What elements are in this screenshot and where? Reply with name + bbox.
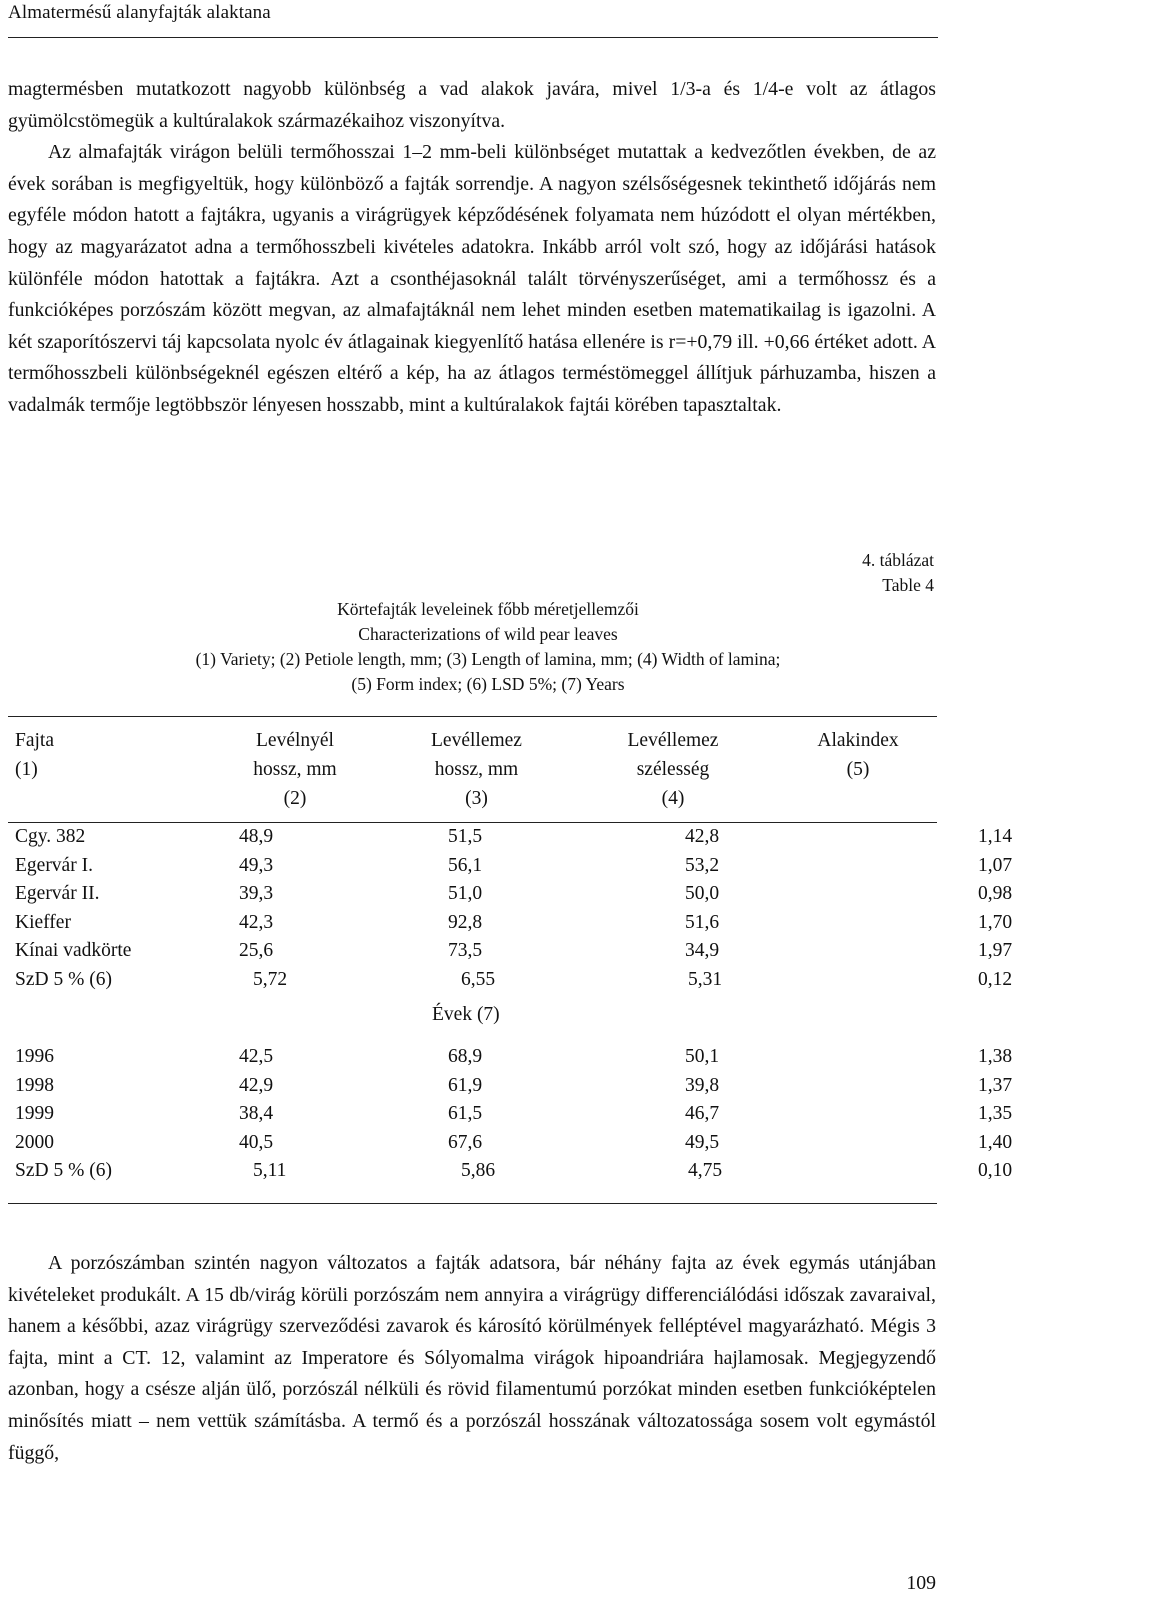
header-row xyxy=(8,755,944,784)
table-row xyxy=(8,1129,1150,1158)
form-index-cell: 1,70 xyxy=(978,911,1013,933)
table-caption xyxy=(8,597,968,697)
petiole-cell: 39,3 xyxy=(239,883,274,905)
body-text-top xyxy=(8,74,936,422)
table-title-en: Characterizations of wild pear leaves xyxy=(358,624,618,644)
column-header: Alakindex xyxy=(817,730,899,751)
year-cell: 2000 xyxy=(15,1131,54,1153)
column-header: Fajta xyxy=(15,730,54,751)
header-row xyxy=(8,784,944,813)
table-row xyxy=(8,1072,1150,1101)
table-row xyxy=(8,823,1150,852)
lamina-length-cell: 56,1 xyxy=(448,854,483,876)
lsd-cell: 6,55 xyxy=(461,968,496,990)
column-header: szélesség xyxy=(636,759,710,780)
year-cell: 1999 xyxy=(15,1103,54,1125)
lsd-cell: 0,10 xyxy=(978,1160,1013,1182)
column-header: (4) xyxy=(661,788,685,809)
lamina-width-cell: 50,0 xyxy=(685,883,720,905)
paragraph: magtermésben mutatkozott nagyobb különbség a vad alakok javára, mivel 1/3-a és 1/4-e volt az átlagos gyümölcstömegük a kultúralakok származékaihoz viszonyítva. xyxy=(8,78,936,132)
column-header: (3) xyxy=(465,788,488,809)
petiole-cell: 40,5 xyxy=(239,1131,274,1153)
table-legend: (1) Variety; (2) Petiole length, mm; (3) Length of lamina, mm; (4) Width of lamina; xyxy=(195,649,781,669)
column-header xyxy=(772,784,944,813)
column-header: Levéllemez xyxy=(627,730,719,751)
lamina-width-cell: 53,2 xyxy=(685,854,720,876)
form-index-cell: 1,38 xyxy=(978,1046,1013,1067)
column-header: hossz, mm xyxy=(434,759,519,780)
column-header xyxy=(8,784,211,813)
column-header: hossz, mm xyxy=(253,759,337,780)
lamina-width-cell: 34,9 xyxy=(685,940,720,962)
petiole-cell: 49,3 xyxy=(239,854,274,876)
year-cell: 1996 xyxy=(15,1046,54,1067)
table-body-varieties xyxy=(8,823,1150,995)
variety-cell: Egervár I. xyxy=(15,854,93,876)
lsd-row xyxy=(8,966,1150,995)
petiole-cell: 42,5 xyxy=(239,1046,274,1067)
column-header: (5) xyxy=(846,759,870,780)
table-row xyxy=(8,937,1150,966)
lamina-length-cell: 73,5 xyxy=(448,940,483,962)
variety-cell: Egervár II. xyxy=(15,883,100,905)
lsd-cell: 5,86 xyxy=(461,1160,496,1182)
paragraph: A porzószámban szintén nagyon változatos a fajták adatsora, bár néhány fajta az évek egymás utánjában kivételeket produkált. A 15 db/virág körüli porzószám nem annyira a virágrügy differenciálódási időszak zavaraival, hanem a későbbi, azaz virágrügy szerveződési zavarok és károsító körülmények felléptével magyarázható. Mégis 3 fajta, mint a CT. 12, valamint az Imperatore és Sólyomalma virágok hipoandriára hajlamosak. Megjegyzendő azonban, hogy a csésze alján ülő, porzószál nélküli és rövid filamentumú porzókat minden esetben funkcióképtelen minősítés miatt – nem vettük számításba. A termő és a porzószál hosszának változatossága sosem volt egymástól függő, xyxy=(8,1252,936,1464)
form-index-cell: 1,97 xyxy=(978,940,1013,962)
table-number-hu: 4. táblázat xyxy=(862,550,934,570)
column-header: (2) xyxy=(283,788,307,809)
lsd-label: SzD 5 % (6) xyxy=(15,1160,112,1182)
table-row xyxy=(8,909,1150,938)
page-number: 109 xyxy=(906,1572,936,1594)
column-header: (1) xyxy=(15,759,38,780)
lamina-length-cell: 68,9 xyxy=(448,1046,483,1067)
header-row xyxy=(8,726,944,755)
table-title-hu: Körtefajták leveleinek főbb méretjellemzői xyxy=(337,599,639,619)
lamina-length-cell: 61,5 xyxy=(448,1103,483,1125)
table-row xyxy=(8,852,1150,881)
table-number-en: Table 4 xyxy=(882,575,934,595)
table-top-rule xyxy=(8,716,937,717)
petiole-cell: 42,9 xyxy=(239,1074,274,1096)
variety-cell: Kieffer xyxy=(15,911,71,933)
variety-cell: Cgy. 382 xyxy=(15,826,86,847)
lsd-label: SzD 5 % (6) xyxy=(15,968,112,990)
table-legend: (5) Form index; (6) LSD 5%; (7) Years xyxy=(351,674,625,694)
lamina-length-cell: 51,5 xyxy=(448,826,483,847)
table-row xyxy=(8,880,1150,909)
column-header: Levéllemez xyxy=(431,730,522,751)
lamina-width-cell: 42,8 xyxy=(685,826,720,847)
form-index-cell: 1,07 xyxy=(978,854,1013,876)
year-cell: 1998 xyxy=(15,1074,54,1096)
lamina-length-cell: 67,6 xyxy=(448,1131,483,1153)
years-heading: Évek (7) xyxy=(432,1004,500,1025)
lsd-cell: 5,11 xyxy=(253,1160,287,1182)
petiole-cell: 25,6 xyxy=(239,940,274,962)
form-index-cell: 0,98 xyxy=(978,883,1013,905)
paragraph: Az almafajták virágon belüli termőhosszai 1–2 mm-beli különbséget mutattak a kedvezőtlen években, de az évek sorában is megfigyeltük, hogy különböző a fajták sorrendje. A nagyon szélsőségesnek tekinthető időjárás nem egyféle módon hatott a fajtákra, ugyanis a virágrügyek képződésének folyamata nem húzódott el olyan mértékben, hogy az magyarázatot adna a termőhosszbeli kivételes adatokra. Inkább arról volt szó, hogy az időjárási hatások különféle módon hatottak a fajtákra. Azt a csonthéjasoknál talált törvényszerűséget, ami a termőhossz és a funkcióképes porzószám között megvan, az almafajtáknál nem lehet minden esetben matematikailag is igazolni. A két szaporítószervi táj kapcsolata nyolc év átlagainak kiegyenlítő hatása ellenére is r=+0,79 ill. +0,66 értéket adott. A termőhosszbeli különbségeknél egészen eltérő a kép, ha az átlagos terméstömeggel állítjuk párhuzamba, hiszen a vadalmák termője legtöbbször lényesen hosszabb, mint a kultúralakok fajtái körében tapasztaltak. xyxy=(8,141,936,416)
lamina-width-cell: 46,7 xyxy=(685,1103,720,1125)
lamina-length-cell: 92,8 xyxy=(448,911,483,933)
running-title: Almatermésű alanyfajták alaktana xyxy=(8,2,271,23)
form-index-cell: 1,35 xyxy=(978,1103,1013,1125)
lamina-width-cell: 51,6 xyxy=(685,911,720,933)
petiole-cell: 42,3 xyxy=(239,911,274,933)
table-header xyxy=(8,726,944,813)
table-row xyxy=(8,1043,1150,1072)
form-index-cell: 1,37 xyxy=(978,1074,1013,1096)
table-row xyxy=(8,1100,1150,1129)
table-bottom-rule xyxy=(8,1203,937,1204)
lsd-cell: 4,75 xyxy=(688,1160,723,1182)
form-index-cell: 1,40 xyxy=(978,1131,1013,1153)
petiole-cell: 48,9 xyxy=(239,826,274,847)
column-header: Levélnyél xyxy=(256,730,334,751)
body-text-bottom xyxy=(8,1248,936,1469)
lamina-width-cell: 49,5 xyxy=(685,1131,720,1153)
variety-cell: Kínai vadkörte xyxy=(15,940,132,962)
lsd-cell: 5,31 xyxy=(688,968,723,990)
lsd-cell: 0,12 xyxy=(978,968,1013,990)
petiole-cell: 38,4 xyxy=(239,1103,274,1125)
lamina-width-cell: 39,8 xyxy=(685,1074,720,1096)
lsd-cell: 5,72 xyxy=(253,968,288,990)
form-index-cell: 1,14 xyxy=(978,826,1013,847)
lamina-width-cell: 50,1 xyxy=(685,1046,720,1067)
table-body-years xyxy=(8,1043,1150,1186)
header-rule xyxy=(8,37,938,38)
lsd-row xyxy=(8,1157,1150,1186)
lamina-length-cell: 51,0 xyxy=(448,883,483,905)
lamina-length-cell: 61,9 xyxy=(448,1074,483,1096)
